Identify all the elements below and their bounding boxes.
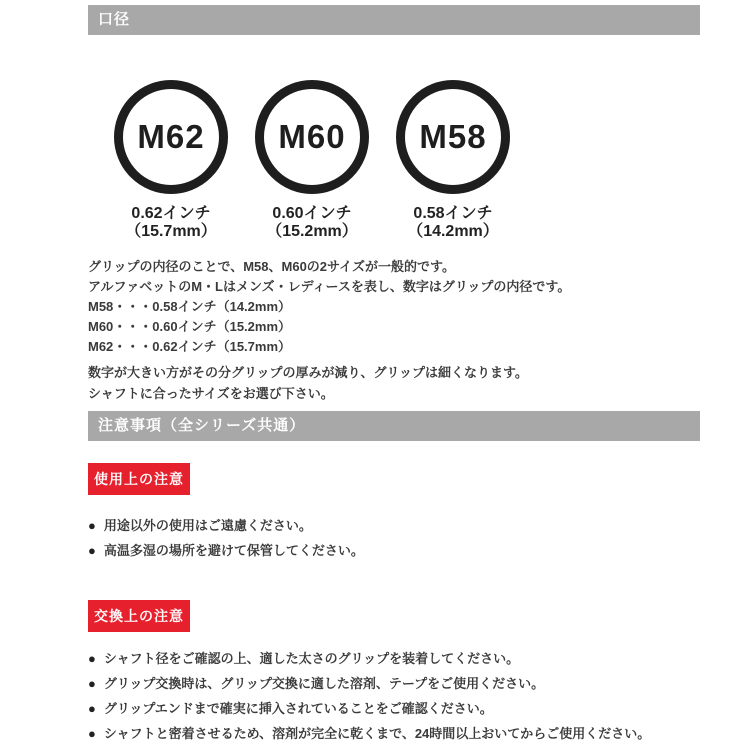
description-line: アルファベットのM・Lはメンズ・レディースを表し、数字はグリップの内径です。	[88, 279, 571, 294]
grip-size-circles	[114, 80, 700, 241]
description-line: M60・・・0.60インチ（15.2mm）	[88, 319, 292, 334]
size-circle-icon	[396, 80, 510, 194]
caution-list-item	[88, 650, 700, 668]
caution-text: グリップ交換時は、グリップ交換に適した溶剤、テープをご使用ください。	[103, 676, 545, 691]
caution-text: グリップエンドまで確実に挿入されていることをご確認ください。	[103, 701, 493, 716]
bullet-icon: ●	[88, 701, 96, 716]
caution-text: 用途以外の使用はご遠慮ください。	[103, 518, 312, 533]
grip-size-item	[255, 80, 369, 241]
caution-list-item	[88, 542, 700, 560]
caution-text: シャフト径をご確認の上、適した太さのグリップを装着してください。	[103, 651, 520, 666]
size-inch-label: 0.60インチ	[272, 205, 352, 222]
description-line: M58・・・0.58インチ（14.2mm）	[88, 299, 292, 314]
diameter-note	[88, 362, 700, 404]
size-circle-icon	[255, 80, 369, 194]
caution-text: 高温多湿の場所を避けて保管してください。	[103, 543, 364, 558]
section-header-diameter: 口径	[88, 5, 700, 35]
size-code-label: M60	[278, 118, 346, 155]
replacement-caution-badge: 交換上の注意	[88, 600, 190, 632]
size-code-label: M62	[137, 118, 205, 155]
content-area	[88, 5, 700, 743]
description-line: M62・・・0.62インチ（15.7mm）	[88, 339, 292, 354]
description-line: グリップの内径のことで、M58、M60の2サイズが一般的です。	[88, 259, 455, 274]
usage-caution-badge: 使用上の注意	[88, 463, 190, 495]
size-circle-icon	[114, 80, 228, 194]
bullet-icon: ●	[88, 518, 96, 533]
bullet-icon: ●	[88, 676, 96, 691]
size-inch-label: 0.58インチ	[413, 205, 493, 222]
caution-list-item	[88, 725, 700, 743]
note-line: 数字が大きい方がその分グリップの厚みが減り、グリップは細くなります。	[88, 365, 528, 380]
size-code-label: M58	[419, 118, 487, 155]
diameter-description	[88, 257, 700, 357]
size-mm-label: （15.2mm）	[266, 223, 358, 240]
caution-list-item	[88, 517, 700, 535]
size-inch-label: 0.62インチ	[131, 205, 211, 222]
bullet-icon: ●	[88, 543, 96, 558]
caution-list-item	[88, 675, 700, 693]
grip-size-item	[396, 80, 510, 241]
size-mm-label: （14.2mm）	[407, 223, 499, 240]
section-header-cautions: 注意事項（全シリーズ共通）	[88, 411, 700, 441]
note-line: シャフトに合ったサイズをお選び下さい。	[88, 386, 334, 401]
bullet-icon: ●	[88, 726, 96, 741]
grip-size-item	[114, 80, 228, 241]
bullet-icon: ●	[88, 651, 96, 666]
size-mm-label: （15.7mm）	[125, 223, 217, 240]
replacement-caution-list	[88, 650, 700, 743]
product-info-page	[0, 5, 750, 755]
usage-caution-list	[88, 517, 700, 560]
caution-text: シャフトと密着させるため、溶剤が完全に乾くまで、24時間以上おいてからご使用ください。	[103, 726, 651, 741]
caution-list-item	[88, 700, 700, 718]
